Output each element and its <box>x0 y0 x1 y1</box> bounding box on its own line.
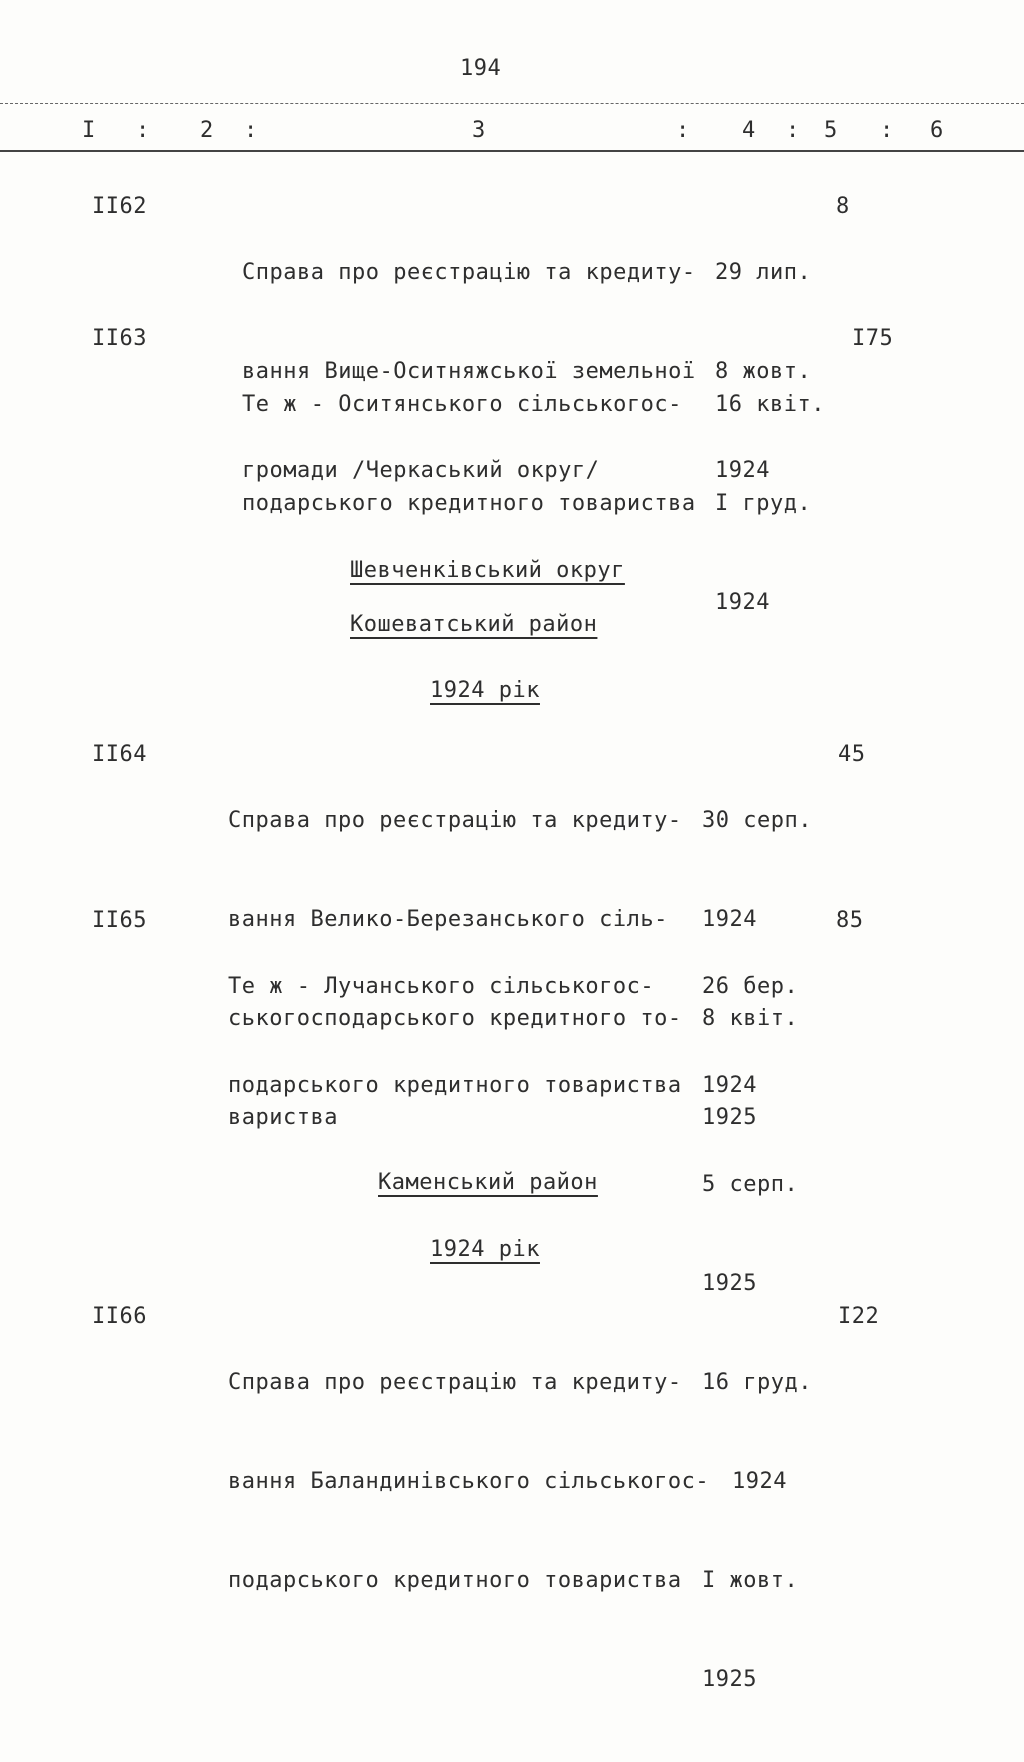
col-1: I <box>82 118 96 143</box>
col-5: 5 <box>824 118 838 143</box>
entry-date: 1925 <box>702 1667 757 1692</box>
col-sep: : <box>676 118 690 143</box>
col-sep: : <box>244 118 258 143</box>
entry-line: громади /Черкаський округ/ <box>242 458 600 483</box>
col-4: 4 <box>742 118 756 143</box>
entry-description <box>228 1300 709 1663</box>
col-2: 2 <box>200 118 214 143</box>
entry-sheets: 45 <box>838 742 866 767</box>
entry-sheets: 85 <box>836 908 864 933</box>
entry-line: подарського кредитного товариства <box>242 491 696 516</box>
entry-line: подарського кредитного товариства <box>228 1073 682 1098</box>
entry-date: 1924 <box>702 1073 757 1098</box>
col-sep: : <box>136 118 150 143</box>
entry-line: подарського кредитного товариства <box>228 1568 682 1593</box>
entry-date: 1924 <box>715 458 770 483</box>
entry-description <box>228 904 682 1168</box>
entry-date: I груд. <box>715 491 812 516</box>
entry-number: II66 <box>92 1304 147 1329</box>
entry-date: 16 груд. <box>702 1370 812 1395</box>
entry-date: 30 серп. <box>702 808 812 833</box>
entry-line: Те ж - Оситянського сільськогос- <box>242 392 682 417</box>
entry-line: Те ж - Лучанського сільськогос- <box>228 974 655 999</box>
entry-line: вання Баландинівського сільськогос- <box>228 1469 710 1494</box>
entry-date: 8 квіт. <box>702 1006 799 1031</box>
entry-sheets: I22 <box>838 1304 880 1329</box>
entry-line: Справа про реєстрацію та кредиту- <box>228 808 682 833</box>
entry-number: II65 <box>92 908 147 933</box>
entry-dates <box>702 904 798 1366</box>
col-sep: : <box>880 118 894 143</box>
entry-line: Справа про реєстрацію та кредиту- <box>242 260 696 285</box>
rayon-heading: Каменський район <box>378 1170 598 1195</box>
rayon-heading: Кошеватський район <box>350 612 598 637</box>
entry-dates <box>702 1300 812 1762</box>
entry-date: 1925 <box>702 1271 757 1296</box>
entry-sheets: 8 <box>836 194 850 219</box>
entry-date: 1925 <box>702 1105 757 1130</box>
entry-date: 1924 <box>702 907 757 932</box>
entry-date: 29 лип. <box>715 260 812 285</box>
year-heading: 1924 рік <box>430 1237 540 1262</box>
entry-date: 5 серп. <box>702 1172 799 1197</box>
header-rule-top <box>0 103 1024 104</box>
entry-date: 8 жовт. <box>715 359 812 384</box>
okrug-heading: Шевченківський округ <box>350 558 625 583</box>
col-sep: : <box>786 118 800 143</box>
entry-description <box>242 322 696 586</box>
entry-date: I жовт. <box>702 1568 799 1593</box>
entry-date: 26 бер. <box>702 974 799 999</box>
entry-number: II63 <box>92 326 147 351</box>
entry-line: вання Вище-Оситняжської земельної <box>242 359 696 384</box>
page-number: 194 <box>460 56 502 81</box>
entry-date: 1924 <box>715 590 770 615</box>
col-3: 3 <box>472 118 486 143</box>
header-rule-bottom <box>0 150 1024 152</box>
entry-line: вариства <box>228 1105 338 1130</box>
entry-date: 16 квіт. <box>715 392 825 417</box>
entry-line: Справа про реєстрацію та кредиту- <box>228 1370 682 1395</box>
entry-dates <box>715 322 825 685</box>
entry-date: 1924 <box>732 1469 787 1494</box>
col-6: 6 <box>930 118 944 143</box>
entry-number: II62 <box>92 194 147 219</box>
entry-number: II64 <box>92 742 147 767</box>
year-heading: 1924 рік <box>430 678 540 703</box>
entry-sheets: I75 <box>852 326 894 351</box>
entry-line: вання Велико-Березанського сіль- <box>228 907 668 932</box>
entry-line: ськогосподарського кредитного то- <box>228 1006 682 1031</box>
